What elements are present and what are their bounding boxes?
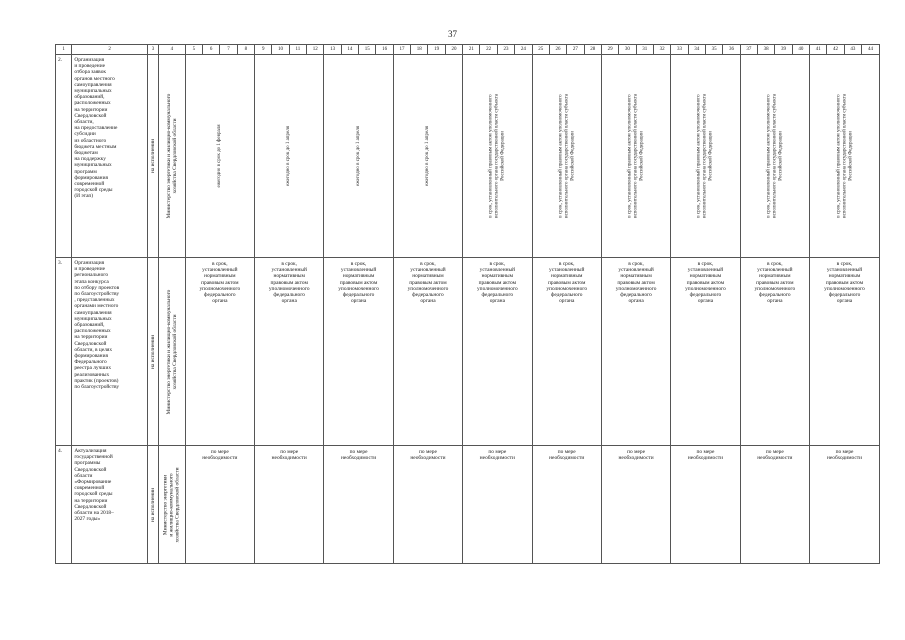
deadline-cell [324,55,393,258]
deadline-cell [671,55,740,258]
column-number: 36 [723,45,740,55]
column-number: 4 [159,45,186,55]
event-name: Организация и проведение отбора заявок органов местного самоуправления муниципальных образований, расположенных на территории Свердловской области, на предоставление субсидии из областного бюджета местным бюджетам на поддержку муниципальных программ формирования современной городской среды (И этап) [72,55,148,258]
column-number: 2 [72,45,148,55]
deadline-cell: по мере необходимости [810,446,880,564]
deadline-text: ежегодно в срок до 1 апреля [355,126,361,186]
deadline-cell: по мере необходимости [393,446,462,564]
deadline-text: ежегодно в срок до 1 апреля [286,126,292,186]
row-number: 3. [56,258,72,446]
column-number: 41 [810,45,827,55]
event-name: Актуализация государственной программы Свердловской области «Формирование современной городской среды на территории Свердловской области на 2018– 2027 годы» [72,446,148,564]
column-number: 25 [532,45,549,55]
column-number: 9 [255,45,272,55]
status-text: на исполнении [149,334,156,369]
deadline-cell: по мере необходимости [185,446,254,564]
column-number: 39 [775,45,792,55]
column-number: 18 [411,45,428,55]
deadline-text: в срок, установленный правовым актом уполномоченного исполнительного органа государственной власти субъекта Российской Федерации [488,93,506,219]
column-number: 6 [202,45,219,55]
deadline-text: в срок, установленный правовым актом уполномоченного исполнительного органа государственной власти субъекта Российской Федерации [558,93,575,219]
row-number: 2. [56,55,72,258]
deadline-text: в срок, установленный правовым актом уполномоченного исполнительного органа государственной власти субъекта Российской Федерации [766,93,783,219]
column-number: 19 [428,45,445,55]
column-number: 12 [307,45,324,55]
column-number: 32 [653,45,670,55]
column-number: 42 [827,45,844,55]
column-number: 11 [289,45,306,55]
column-number: 21 [463,45,480,55]
column-number: 10 [272,45,289,55]
column-number: 37 [740,45,757,55]
column-number: 33 [671,45,688,55]
column-number: 8 [237,45,254,55]
column-number: 44 [862,45,880,55]
table-row [56,55,880,258]
executor-text: Министерство энергетики и жилищно-коммунального хозяйства Свердловской области [165,93,178,219]
column-number: 28 [584,45,601,55]
column-number: 3 [147,45,158,55]
column-number: 14 [341,45,358,55]
column-number: 38 [757,45,774,55]
deadline-cell: в срок, установленный нормативным правовым актом уполномоченного федерального органа [463,258,532,446]
deadline-cell: в срок, установленный нормативным правовым актом уполномоченного федерального органа [671,258,740,446]
deadline-cell: по мере необходимости [324,446,393,564]
deadline-cell: по мере необходимости [740,446,809,564]
column-number: 24 [515,45,532,55]
column-number: 27 [567,45,584,55]
deadline-cell: по мере необходимости [463,446,532,564]
executor-cell [159,55,186,258]
deadline-cell: в срок, установленный нормативным правовым актом уполномоченного федерального органа [255,258,324,446]
deadline-cell [740,55,809,258]
deadline-cell: в срок, установленный нормативным правовым актом уполномоченного федерального органа [324,258,393,446]
deadline-cell: в срок, установленный нормативным правовым актом уполномоченного федерального органа [185,258,254,446]
row-number: 4. [56,446,72,564]
deadline-cell [255,55,324,258]
deadline-cell [185,55,254,258]
column-number: 29 [601,45,618,55]
deadline-cell: по мере необходимости [601,446,670,564]
event-schedule-table [55,44,880,564]
deadline-cell: по мере необходимости [671,446,740,564]
deadline-cell [810,55,880,258]
status-text: на исполнении [149,138,156,174]
deadline-text: в срок, установленный правовым актом уполномоченного исполнительного органа государственной власти субъекта Российской Федерации [696,93,714,219]
deadline-text: в срок, установленный правовым актом уполномоченного исполнительного органа государственной власти субъекта Российской Федерации [627,93,644,219]
deadline-text: в срок, установленный правовым актом уполномоченного исполнительного органа государственной власти субъекта Российской Федерации [835,93,853,219]
column-number-row [56,45,880,55]
column-number: 15 [359,45,376,55]
column-number: 26 [549,45,566,55]
column-number: 7 [220,45,237,55]
executor-cell [159,446,186,564]
deadline-cell: в срок, установленный нормативным правовым актом уполномоченного федерального органа [740,258,809,446]
deadline-cell [463,55,532,258]
deadline-cell: в срок, установленный нормативным правовым актом уполномоченного федерального органа [532,258,601,446]
table-row [56,446,880,564]
column-number: 22 [480,45,497,55]
event-name: Организация и проведение регионального этапа конкурса по отбору проектов по благоустройству , представленных органами местного самоуправления муниципальных образований, расположенных на территории Свердловской области, в целях формирования Федерального реестра лучших реализованных практик (проектов) по благоустройству [72,258,148,446]
status-text: на исполнении [149,487,156,522]
column-number: 5 [185,45,202,55]
column-number: 13 [324,45,341,55]
deadline-cell: в срок, установленный нормативным правовым актом уполномоченного федерального органа [810,258,880,446]
column-number: 34 [688,45,705,55]
deadline-cell: по мере необходимости [532,446,601,564]
column-number: 20 [445,45,462,55]
executor-text: Министерство энергетики и жилищно-коммунального хозяйства Свердловской области [165,289,178,414]
column-number: 35 [705,45,722,55]
executor-text: Министерство энергетики и жилищно-коммунального хозяйства Свердловской области [162,466,181,543]
deadline-cell [393,55,462,258]
deadline-text: ежегодно в срок до 1 февраля [216,124,222,188]
executor-cell [159,258,186,446]
column-number: 16 [376,45,393,55]
deadline-text: ежегодно в срок до 1 апреля [425,126,431,186]
status-cell [147,446,158,564]
column-number: 1 [56,45,72,55]
column-number: 17 [393,45,410,55]
column-number: 30 [619,45,636,55]
deadline-cell [601,55,670,258]
column-number: 43 [844,45,861,55]
deadline-cell: в срок, установленный нормативным правовым актом уполномоченного федерального органа [601,258,670,446]
deadline-cell: по мере необходимости [255,446,324,564]
column-number: 40 [792,45,809,55]
table-row [56,258,880,446]
page-number: 37 [448,29,457,39]
column-number: 23 [497,45,514,55]
deadline-cell: в срок, установленный нормативным правовым актом уполномоченного федерального органа [393,258,462,446]
column-number: 31 [636,45,653,55]
deadline-cell [532,55,601,258]
status-cell [147,258,158,446]
status-cell [147,55,158,258]
